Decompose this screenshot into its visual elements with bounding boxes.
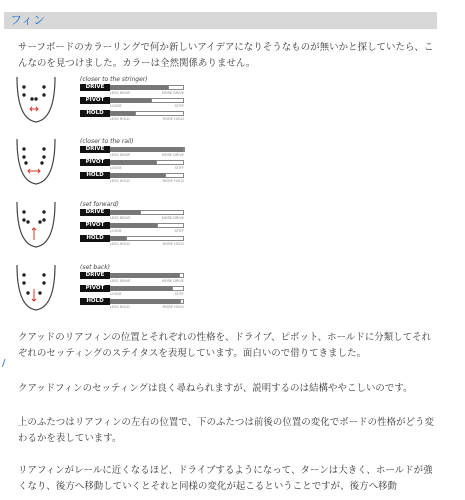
intro-paragraph: サーフボードのカラーリングで何か新しいアイデアになりそうなものが無いかと探していたら、こんなのを見つけました。カラーは全然関係ありません。 — [18, 42, 434, 69]
scale-high-label: MORE HOLD — [162, 117, 184, 121]
scale-low-label: LESS DRIVE — [110, 91, 131, 95]
scale-high-label: STIFF — [174, 166, 184, 170]
scale-high-label: MORE HOLD — [162, 305, 184, 309]
figure-caption: (set back) — [80, 264, 111, 271]
explanation-paragraph: 上のふたつはリアフィンの左右の位置で、下のふたつは前後の位置の変化でボードの性格がどう変わるかを表しています。 — [18, 417, 434, 444]
trait-bar-remainder — [180, 299, 184, 304]
trait-bar — [110, 173, 165, 178]
trait-bar — [110, 286, 172, 291]
scale-low-label: LESS HOLD — [110, 242, 130, 246]
trait-bar-remainder — [165, 173, 184, 178]
trait-bar-remainder — [179, 273, 184, 278]
trait-row-hold — [80, 298, 184, 310]
trait-bar-remainder — [157, 223, 184, 228]
trait-bar — [110, 210, 140, 215]
trait-bar — [110, 98, 151, 103]
scale-low-label: LOOSE — [110, 292, 122, 296]
figure-caption: (closer to the rail) — [80, 138, 134, 145]
scale-low-label: LESS DRIVE — [110, 279, 131, 283]
scale-low-label: LESS HOLD — [110, 117, 130, 121]
trait-label: DRIVE — [80, 84, 110, 91]
trait-bar-remainder — [183, 147, 185, 152]
trait-row-pivot — [80, 285, 184, 297]
trait-label: HOLD — [80, 298, 110, 305]
section-header — [4, 12, 437, 29]
trait-label: DRIVE — [80, 146, 110, 153]
trait-bar — [110, 223, 157, 228]
trait-bar — [110, 273, 179, 278]
trait-bar-remainder — [151, 98, 184, 103]
trait-bar — [110, 236, 126, 241]
figure-caption: (closer to the stringer) — [80, 76, 148, 83]
scale-low-label: LOOSE — [110, 229, 122, 233]
trait-row-hold — [80, 110, 184, 122]
scale-high-label: MORE HOLD — [162, 179, 184, 183]
scale-low-label: LESS DRIVE — [110, 153, 131, 157]
scale-high-label: MORE DRIVE — [161, 216, 184, 220]
trait-row-pivot — [80, 97, 184, 109]
scale-high-label: STIFF — [174, 229, 184, 233]
trait-bar-remainder — [156, 160, 184, 165]
trait-label: HOLD — [80, 110, 110, 117]
scale-high-label: MORE DRIVE — [161, 279, 184, 283]
scale-high-label: STIFF — [174, 104, 184, 108]
trait-bar-remainder — [126, 236, 184, 241]
scale-low-label: LESS DRIVE — [110, 216, 131, 220]
trait-row-drive — [80, 84, 184, 96]
scale-high-label: MORE DRIVE — [161, 153, 184, 157]
surfboard-tail-icon — [14, 75, 60, 125]
quad-note-paragraph: クアッドフィンのセッティングは良く尋ねられますが、説明するのは結構ややこしいのです。 — [18, 383, 413, 394]
trait-bar — [110, 85, 168, 90]
trait-bar — [110, 299, 180, 304]
trait-bar-remainder — [140, 210, 184, 215]
trait-label: PIVOT — [80, 285, 110, 292]
rail-paragraph: リアフィンがレールに近くなるほど、ドライブするようになって、ターンは大きく、ホールドが強くなり、後方へ移動していくとそれと同様の変化が起こるということですが、後方へ移動 — [18, 465, 433, 492]
trait-row-hold — [80, 235, 184, 247]
trait-label: DRIVE — [80, 209, 110, 216]
surfboard-tail-icon — [14, 137, 60, 187]
trait-row-drive — [80, 209, 184, 221]
trait-bar — [110, 111, 135, 116]
trait-label: HOLD — [80, 172, 110, 179]
trait-row-hold — [80, 172, 184, 184]
scale-low-label: LOOSE — [110, 166, 122, 170]
scale-high-label: MORE HOLD — [162, 242, 184, 246]
surfboard-tail-icon — [14, 200, 60, 250]
trait-row-drive — [80, 146, 184, 158]
scale-low-label: LOOSE — [110, 104, 122, 108]
trait-label: PIVOT — [80, 159, 110, 166]
scale-low-label: LESS HOLD — [110, 305, 130, 309]
description-paragraph: クアッドのリアフィンの位置とそれぞれの性格を、ドライブ、ピボット、ホールドに分類してそれぞれのセッティングのステイタスを表現しています。面白いので借りてきました。 — [18, 332, 432, 359]
trait-bar-remainder — [168, 85, 184, 90]
trait-bar — [110, 147, 183, 152]
trait-row-drive — [80, 272, 184, 284]
section-title: フィン — [10, 13, 46, 27]
trait-bar-remainder — [135, 111, 184, 116]
surfboard-tail-icon — [14, 263, 60, 313]
trait-label: DRIVE — [80, 272, 110, 279]
trait-row-pivot — [80, 222, 184, 234]
trait-bar — [110, 160, 156, 165]
figure-caption: (set forward) — [80, 201, 119, 208]
trait-label: HOLD — [80, 235, 110, 242]
scale-low-label: LESS HOLD — [110, 179, 130, 183]
trait-label: PIVOT — [80, 97, 110, 104]
trait-bar-remainder — [172, 286, 184, 291]
trait-label: PIVOT — [80, 222, 110, 229]
scale-high-label: STIFF — [174, 292, 184, 296]
trait-row-pivot — [80, 159, 184, 171]
scale-high-label: MORE DRIVE — [161, 91, 184, 95]
side-marker: / — [2, 358, 6, 369]
